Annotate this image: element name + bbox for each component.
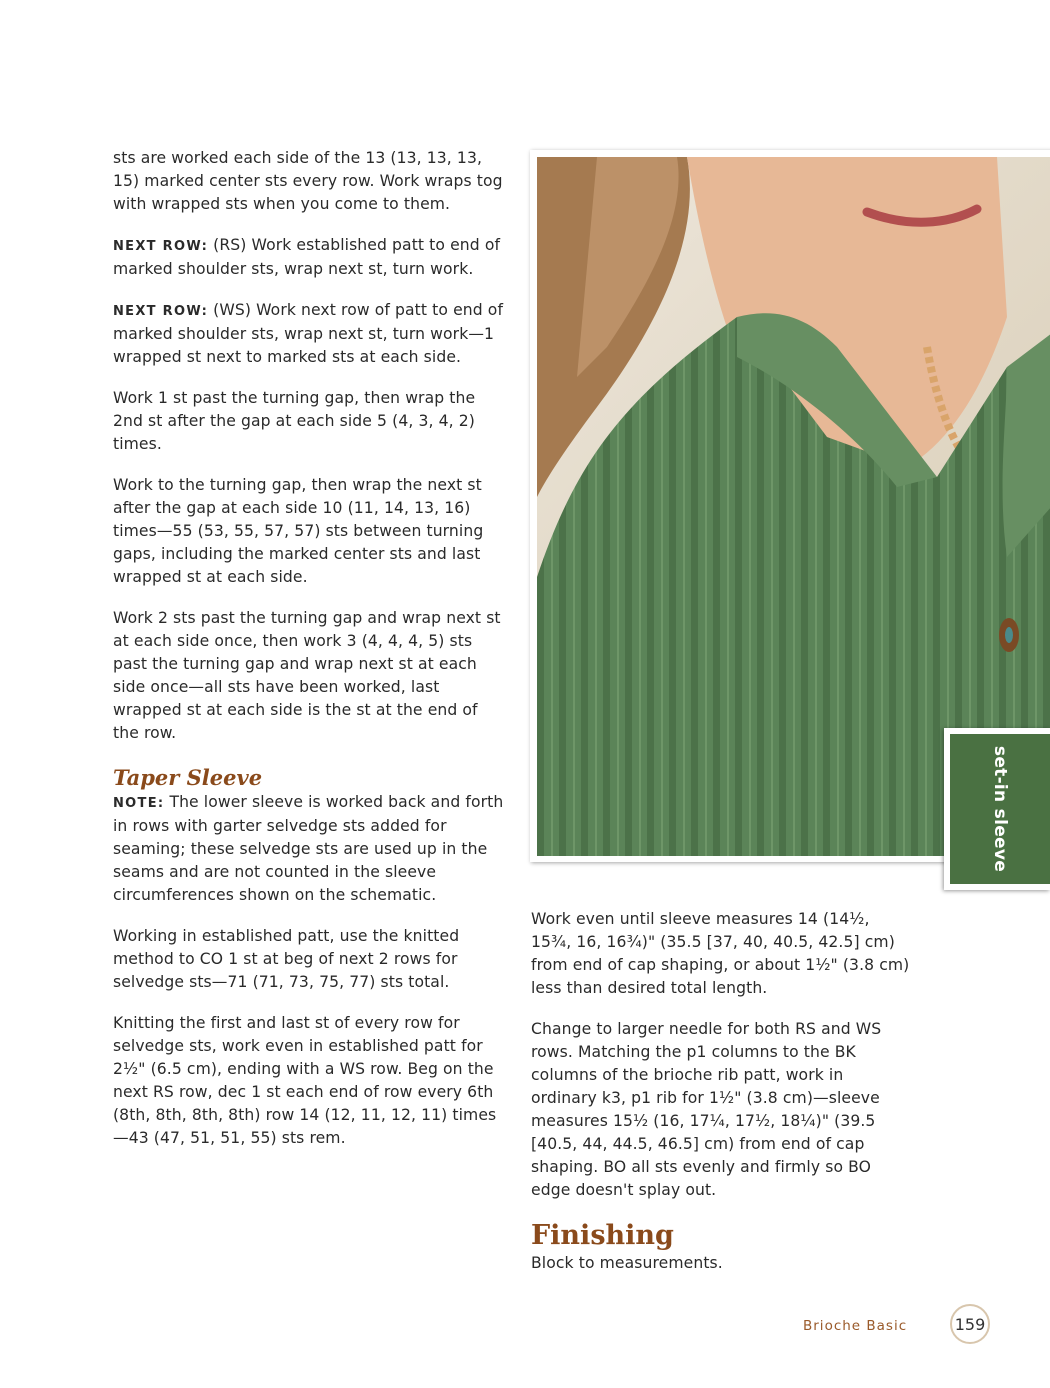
footer-book-title: Brioche Basic [803, 1318, 908, 1334]
paragraph: Work even until sleeve measures 14 (14½, 15¾, 16, 16¾)" (35.5 [37, 40, 40.5, 42.5] cm) from end of cap shaping, or about 1½" (3.8 cm) less than desired total length. [531, 910, 910, 997]
right-column [531, 908, 911, 1293]
finishing-heading: Finishing [531, 1220, 674, 1251]
paragraph-text: (WS) Work next row of patt to end of marked shoulder sts, wrap next st, turn work—1 wrapped st next to marked sts at each side. [113, 301, 504, 366]
paragraph: Change to larger needle for both RS and WS rows. Matching the p1 columns to the BK columns of the brioche rib patt, work in ordinary k3, p1 rib for 1½" (3.8 cm)—sleeve measures 15½ (16, 17¼, 17½, 18¼)" (39.5 [40.5, 44, 44.5, 46.5] cm) from end of cap shaping. BO all sts evenly and firmly so BO edge doesn't splay out. [531, 1020, 882, 1199]
paragraph: sts are worked each side of the 13 (13, 13, 13, 15) marked center sts every row. Work wraps tog with wrapped sts when you come to them. [113, 149, 503, 213]
paragraph: Work 1 st past the turning gap, then wrap the 2nd st after the gap at each side 5 (4, 3, 4, 2) times. [113, 389, 476, 453]
page-number: 159 [950, 1304, 990, 1344]
paragraph: Work to the turning gap, then wrap the next st after the gap at each side 10 (11, 14, 13, 16) times—55 (53, 55, 57, 57) sts between turning gaps, including the marked center sts and last wrapped st at each side. [113, 476, 484, 586]
note-paragraph [113, 791, 505, 907]
note-label: NOTE: [113, 796, 165, 811]
paragraph: Work 2 sts past the turning gap and wrap next st at each side once, then work 3 (4, 4, 4, 5) sts past the turning gap and wrap next st at each side once—all sts have been worked, last wrapped st at each side is the st at the end of the row. [113, 609, 501, 742]
finishing-text: Block to measurements. [531, 1254, 723, 1272]
paragraph [113, 234, 505, 281]
section-tab-label: set-in sleeve [990, 745, 1010, 873]
paragraph-text: (RS) Work established patt to end of marked shoulder sts, wrap next st, turn work. [113, 236, 501, 278]
section-tab [944, 728, 1050, 890]
left-column [113, 147, 505, 1168]
taper-sleeve-heading: Taper Sleeve [113, 765, 263, 790]
row-label: NEXT ROW: [113, 239, 209, 254]
paragraph [113, 299, 505, 369]
section-tab-background [950, 734, 1050, 884]
paragraph: Working in established patt, use the knitted method to CO 1 st at beg of next 2 rows for selvedge sts—71 (71, 73, 75, 77) sts total. [113, 927, 460, 991]
note-text: The lower sleeve is worked back and forth in rows with garter selvedge sts added for seaming; these selvedge sts are used up in the seams and are not counted in the sleeve circumferences shown on the schematic. [113, 793, 504, 904]
row-label: NEXT ROW: [113, 304, 209, 319]
paragraph: Knitting the first and last st of every row for selvedge sts, work even in established patt for 2½" (6.5 cm), ending with a WS row. Beg on the next RS row, dec 1 st each end of row every 6th (8th, 8th, 8th, 8th) row 14 (12, 11, 12, 11) times—43 (47, 51, 51, 55) sts rem. [113, 1014, 497, 1147]
